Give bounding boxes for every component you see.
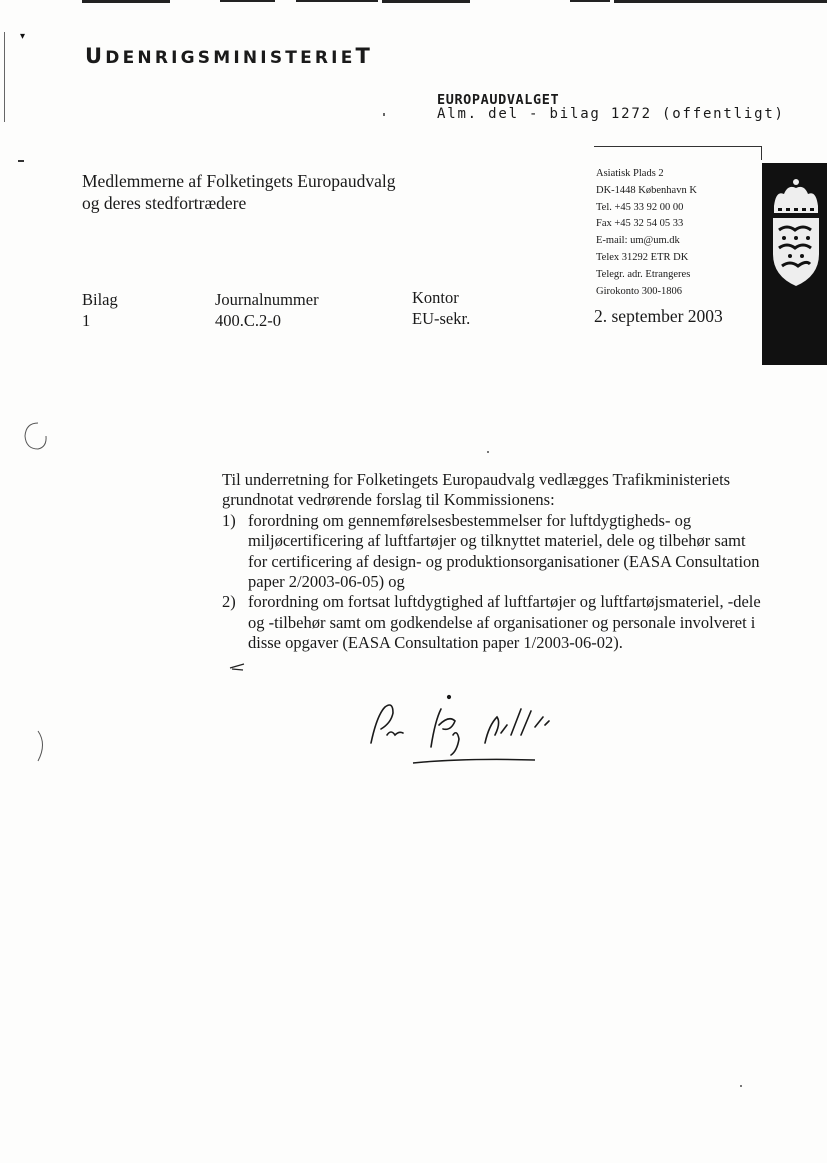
letter-date: 2. september 2003 bbox=[594, 306, 723, 326]
address-line: E-mail: um@um.dk bbox=[596, 235, 680, 247]
address-line: Tel. +45 33 92 00 00 bbox=[596, 201, 684, 213]
royal-crest-icon bbox=[770, 176, 822, 288]
ministry-address bbox=[596, 166, 697, 300]
address-rule bbox=[594, 146, 762, 147]
punch-hole-mark bbox=[20, 420, 50, 452]
top-scan-rule bbox=[296, 0, 378, 2]
pen-mark bbox=[228, 662, 246, 672]
left-margin-line bbox=[4, 32, 5, 122]
bilag-value: 1 bbox=[82, 311, 91, 330]
bilag-label: Bilag bbox=[82, 290, 118, 309]
address-line: Asiatisk Plads 2 bbox=[596, 168, 664, 179]
list-item bbox=[222, 511, 762, 593]
corner-mark: ▾ bbox=[20, 31, 26, 42]
list-item-number: 2) bbox=[222, 592, 236, 612]
address-rule-tick bbox=[761, 146, 762, 160]
address-line: Telex 31292 ETR DK bbox=[596, 251, 689, 263]
address-line: Fax +45 32 54 05 33 bbox=[596, 218, 684, 230]
list-item-number: 1) bbox=[222, 510, 236, 530]
recipient-line: og deres stedfortrædere bbox=[82, 193, 247, 213]
top-scan-rule bbox=[570, 0, 610, 2]
scan-speck bbox=[383, 113, 385, 116]
journal-label: Journalnummer bbox=[215, 290, 319, 309]
scan-speck bbox=[740, 1085, 742, 1087]
ministry-heading: UDENRIGSMINISTERIET bbox=[85, 44, 374, 68]
handwritten-signature bbox=[365, 685, 575, 775]
left-margin-tick bbox=[18, 160, 24, 162]
bilag-field bbox=[82, 289, 118, 331]
top-scan-rule bbox=[220, 0, 275, 2]
scan-speck bbox=[487, 451, 489, 453]
top-scan-rule bbox=[82, 0, 170, 3]
office-value: EU-sekr. bbox=[412, 309, 471, 328]
list-item-text: forordning om fortsat luftdygtighed af luftfartøjer og luftfartøjsmateriel, -dele og -tilbehør samt om godkendelse af organisationer og personale involveret i disse opgaver (EASA Consultation paper 1/2003-06-02). bbox=[248, 592, 761, 653]
punch-hole-mark bbox=[34, 728, 50, 764]
office-field bbox=[412, 287, 470, 329]
intro-paragraph: Til underretning for Folketingets Europaudvalg vedlægges Trafikministeriets grundnotat vedrørende forslag til Kommissionens: bbox=[222, 470, 731, 510]
list-item bbox=[222, 592, 762, 653]
address-line: Girokonto 300-1806 bbox=[596, 285, 683, 297]
journal-value: 400.C.2-0 bbox=[215, 311, 281, 330]
committee-stamp-reference: Alm. del - bilag 1272 (offentligt) bbox=[437, 106, 785, 122]
proposal-list bbox=[222, 511, 762, 654]
recipient-line: Medlemmerne af Folketingets Europaudvalg bbox=[82, 171, 396, 191]
recipient-block bbox=[82, 170, 395, 214]
list-item-text: forordning om gennemførelsesbestemmelser for luftdygtigheds- og miljøcertificering af luftfartøjer og tilknyttet materiel, dele og tilbehør samt for certificering af design- og produktionsorganisationer (EASA Consultation paper 2/2003-06-05) og bbox=[248, 510, 760, 592]
top-scan-rule bbox=[382, 0, 470, 3]
top-scan-rule bbox=[614, 0, 827, 3]
address-line: DK-1448 København K bbox=[596, 184, 697, 196]
letter-body bbox=[222, 470, 762, 654]
office-label: Kontor bbox=[412, 288, 459, 307]
journal-field bbox=[215, 289, 319, 331]
address-line: Telegr. adr. Etrangeres bbox=[596, 268, 691, 280]
committee-stamp-title: EUROPAUDVALGET bbox=[437, 92, 560, 108]
